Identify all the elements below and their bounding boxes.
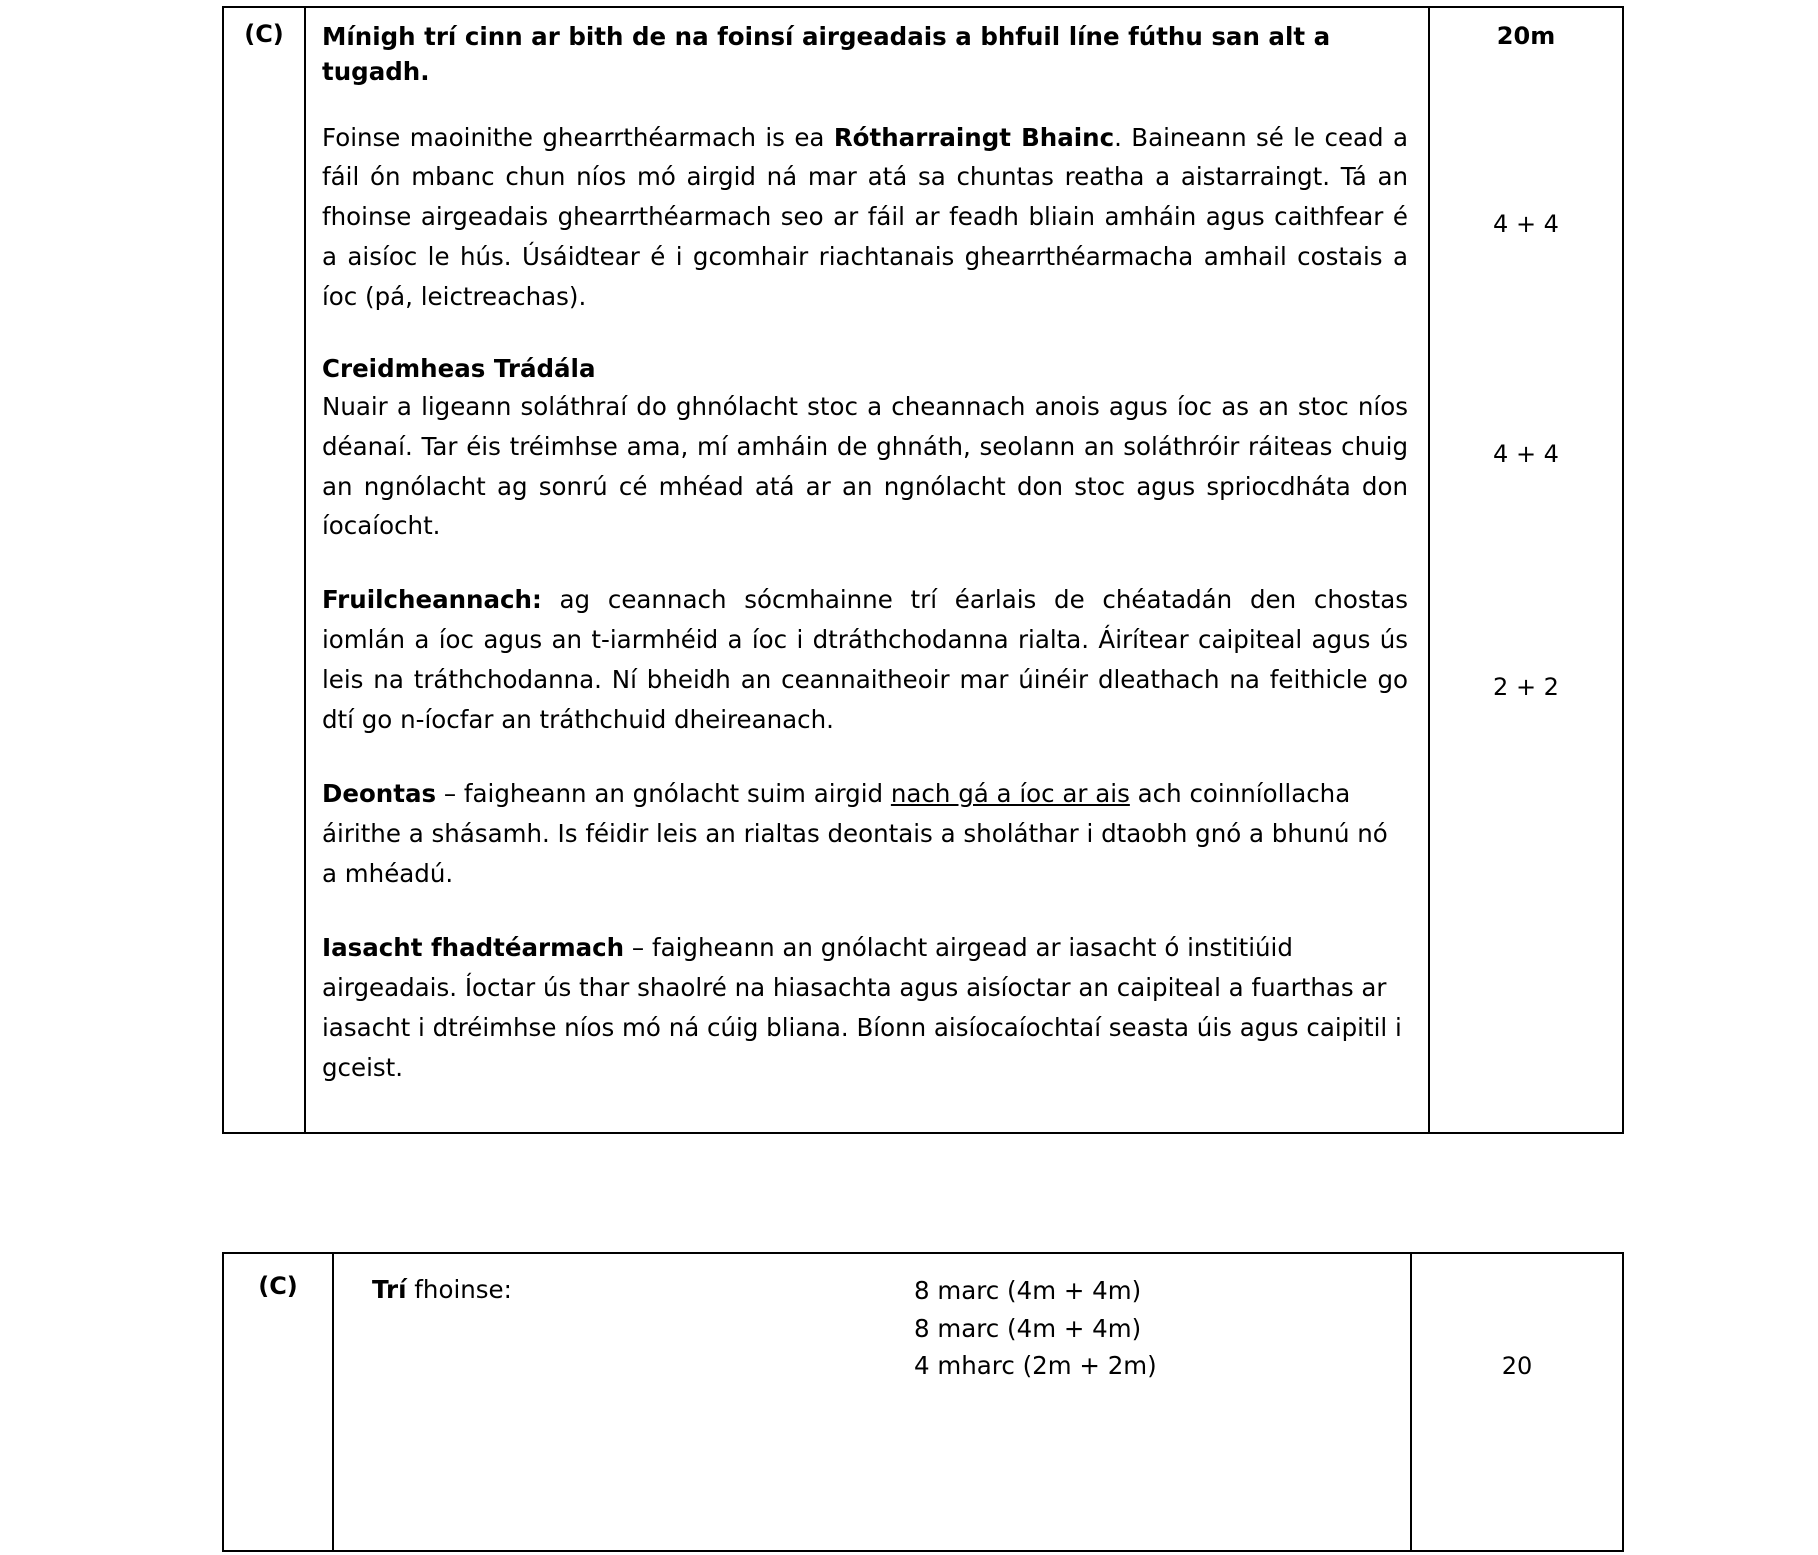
text-lead: Foinse maoinithe ghearrthéarmach is ea bbox=[322, 122, 834, 152]
text-tail: ach coinníollacha áirithe a shásamh. Is féidir leis an rialtas deontais a sholáthar i dtaobh gnó a bhunú nó a mhéadú. bbox=[322, 779, 1388, 888]
scheme-part-label: (C) bbox=[258, 1272, 298, 1300]
answer-body-cell bbox=[306, 8, 1430, 1132]
spacer bbox=[322, 325, 1408, 351]
answer-paragraph-long-term-loan bbox=[322, 928, 1408, 1088]
text-mid: – faigheann an gnólacht suim airgid bbox=[436, 779, 891, 809]
marking-scheme-table bbox=[222, 1252, 1624, 1552]
text-tail: ag ceannach sócmhainne trí éarlais de chéatadán den chostas iomlán a íoc agus an t-iarmhéid a íoc i dtráthchodanna rialta. Áirítear caipiteal agus ús leis na tráthchodanna. Ní bheidh an ceannaitheoir mar úinéir dleathach na feithicle go dtí go n-íocfar an tráthchuid dheireanach. bbox=[322, 585, 1408, 735]
answer-paragraph-trade-credit: Nuair a ligeann soláthraí do ghnólacht stoc a cheannach anois agus íoc as an stoc níos déanaí. Tar éis tréimhse ama, mí amháin de ghnáth, seolann an soláthróir ráiteas chuig an ngnólacht ag sonrú cé mhéad atá ar an ngnólacht don stoc agus spriocdháta don íocaíocht. bbox=[322, 391, 1408, 541]
part-label-cell bbox=[224, 8, 306, 1132]
answer-paragraph-grant bbox=[322, 774, 1408, 894]
spacer bbox=[322, 902, 1408, 928]
scheme-title bbox=[372, 1272, 512, 1309]
spacer bbox=[322, 100, 1408, 118]
scheme-line: 4 mharc (2m + 2m) bbox=[914, 1351, 1157, 1381]
part-label: (C) bbox=[244, 20, 284, 48]
scheme-line: 8 marc (4m + 4m) bbox=[914, 1313, 1142, 1343]
marks-trade-credit: 4 + 4 bbox=[1493, 440, 1559, 468]
scheme-body-cell bbox=[334, 1254, 1412, 1550]
term-long-term-loan: Iasacht fhadtéarmach bbox=[322, 932, 625, 962]
scheme-total-cell bbox=[1412, 1254, 1622, 1550]
marks-hire-purchase: 2 + 2 bbox=[1493, 673, 1559, 701]
text-tail: – faigheann an gnólacht airgead ar iasacht ó institiúid airgeadais. Íoctar ús thar shaolré na hiasachta agus aisíoctar an caipiteal a fuarthas ar iasacht i dtréimhse níos mó ná cúig bliana. Bíonn aisíocaíochtaí seasta úis agus caipitil i gceist. bbox=[322, 932, 1402, 1082]
scheme-part-label-cell bbox=[224, 1254, 334, 1550]
term-overdraft: Rótharraingt Bhainc bbox=[833, 122, 1115, 152]
marks-column bbox=[1430, 8, 1622, 1132]
term-hire-purchase: Fruilcheannach: bbox=[322, 585, 542, 615]
subheading-trade-credit: Creidmheas Trádála bbox=[322, 354, 596, 384]
answer-paragraph-overdraft bbox=[322, 118, 1408, 318]
answer-table bbox=[222, 6, 1624, 1134]
answer-row bbox=[224, 8, 1622, 1132]
answer-paragraph-hire-purchase bbox=[322, 580, 1408, 740]
marks-overdraft: 4 + 4 bbox=[1493, 210, 1559, 238]
scheme-line: 8 marc (4m + 4m) bbox=[914, 1276, 1142, 1305]
scheme-total-value: 20 bbox=[1501, 1352, 1533, 1380]
text-tail: . Baineann sé le cead a fáil ón mbanc chun níos mó airgid ná mar atá sa chuntas reatha a aistarraingt. Tá an fhoinse airgeadais ghearrthéarmach seo ar fáil ar feadh bliain amháin agus caithfear é a aisíoc le hús. Úsáidtear é i gcomhair riachtanais ghearrthéarmacha amhail costais a íoc (pá, leictreachas). bbox=[322, 122, 1408, 312]
scheme-mark-lines bbox=[914, 1272, 1157, 1385]
spacer bbox=[322, 748, 1408, 774]
scheme-title-rest: fhoinse: bbox=[406, 1275, 512, 1304]
term-grant: Deontas bbox=[322, 779, 437, 809]
underlined-phrase-grant: nach gá a íoc ar ais bbox=[890, 779, 1130, 809]
scheme-title-bold: Trí bbox=[372, 1275, 407, 1304]
spacer bbox=[322, 554, 1408, 580]
spacer bbox=[322, 1096, 1408, 1114]
question-text: Mínigh trí cinn ar bith de na foinsí airgeadais a bhfuil líne fúthu san alt a tugadh. bbox=[322, 22, 1331, 86]
total-marks: 20m bbox=[1496, 22, 1556, 50]
